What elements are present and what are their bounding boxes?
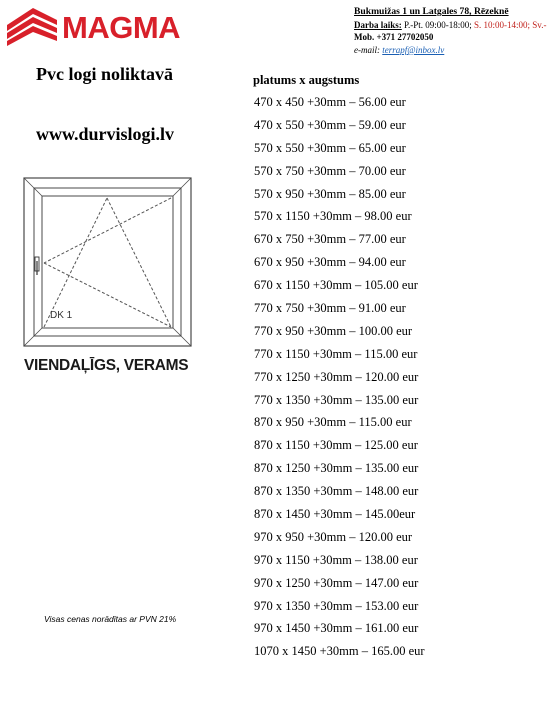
house-roof-icon [7, 6, 57, 46]
price-list-item: 970 x 950 +30mm – 120.00 eur [254, 529, 413, 544]
price-list-item: 470 x 550 +30mm – 59.00 eur [254, 117, 406, 132]
price-list [254, 95, 425, 667]
window-diagram [23, 177, 192, 347]
price-list-item: 770 x 1350 +30mm – 135.00 eur [254, 392, 419, 407]
price-list-item: 570 x 1150 +30mm – 98.00 eur [254, 209, 412, 224]
working-hours [354, 19, 550, 32]
hours-weekday: P.-Pt. 09:00-18:00; [404, 19, 472, 30]
price-list-item: 970 x 1350 +30mm – 153.00 eur [254, 598, 419, 613]
price-list-item: 970 x 1150 +30mm – 138.00 eur [254, 552, 418, 567]
price-list-item: 870 x 1350 +30mm – 148.00 eur [254, 484, 419, 499]
price-list-item: 770 x 950 +30mm – 100.00 eur [254, 323, 413, 338]
mobile-number: Mob. +371 27702050 [354, 32, 434, 43]
price-list-item: 870 x 1450 +30mm – 145.00eur [254, 507, 416, 522]
hours-saturday: S. 10:00-14:00; Sv.- [474, 19, 547, 30]
price-list-item: 570 x 750 +30mm – 70.00 eur [254, 163, 406, 178]
price-list-item: 770 x 1150 +30mm – 115.00 eur [254, 346, 418, 361]
price-list-item: 870 x 950 +30mm – 115.00 eur [254, 415, 412, 430]
website-url[interactable]: www.durvislogi.lv [36, 124, 175, 144]
magma-logo [7, 6, 192, 46]
vat-note: Visas cenas norādītas ar PVN 21% [44, 614, 177, 624]
price-list-header: platums x augstums [253, 73, 360, 87]
price-list-item: 570 x 550 +30mm – 65.00 eur [254, 140, 406, 155]
price-list-item: 570 x 950 +30mm – 85.00 eur [254, 186, 406, 201]
price-list-item: 970 x 1250 +30mm – 147.00 eur [254, 575, 419, 590]
email-line [354, 44, 550, 57]
price-list-item: 870 x 1150 +30mm – 125.00 eur [254, 438, 418, 453]
price-list-item: 970 x 1450 +30mm – 161.00 eur [254, 621, 419, 636]
price-list-item: 670 x 750 +30mm – 77.00 eur [254, 232, 406, 247]
hours-label: Darba laiks: [354, 19, 402, 30]
page-title: Pvc logi noliktavā [36, 64, 174, 84]
contact-block [354, 6, 550, 56]
window-caption: VIENDAĻĪGS, VERAMS [24, 357, 189, 374]
price-list-item: 1070 x 1450 +30mm – 165.00 eur [254, 644, 425, 659]
email-label: e-mail: [354, 44, 380, 55]
price-list-item: 670 x 1150 +30mm – 105.00 eur [254, 278, 418, 293]
price-list-item: 870 x 1250 +30mm – 135.00 eur [254, 461, 419, 476]
address: Bukmuižas 1 un Latgales 78, Rēzeknē [354, 6, 509, 17]
window-model-label: DK 1 [50, 310, 73, 321]
logo-wordmark: MAGMA [62, 10, 181, 45]
email-link[interactable]: terrapf@inbox.lv [382, 44, 445, 55]
price-list-item: 670 x 950 +30mm – 94.00 eur [254, 255, 406, 270]
price-list-item: 770 x 750 +30mm – 91.00 eur [254, 301, 406, 316]
price-list-item: 770 x 1250 +30mm – 120.00 eur [254, 369, 419, 384]
price-list-item: 470 x 450 +30mm – 56.00 eur [254, 95, 406, 109]
